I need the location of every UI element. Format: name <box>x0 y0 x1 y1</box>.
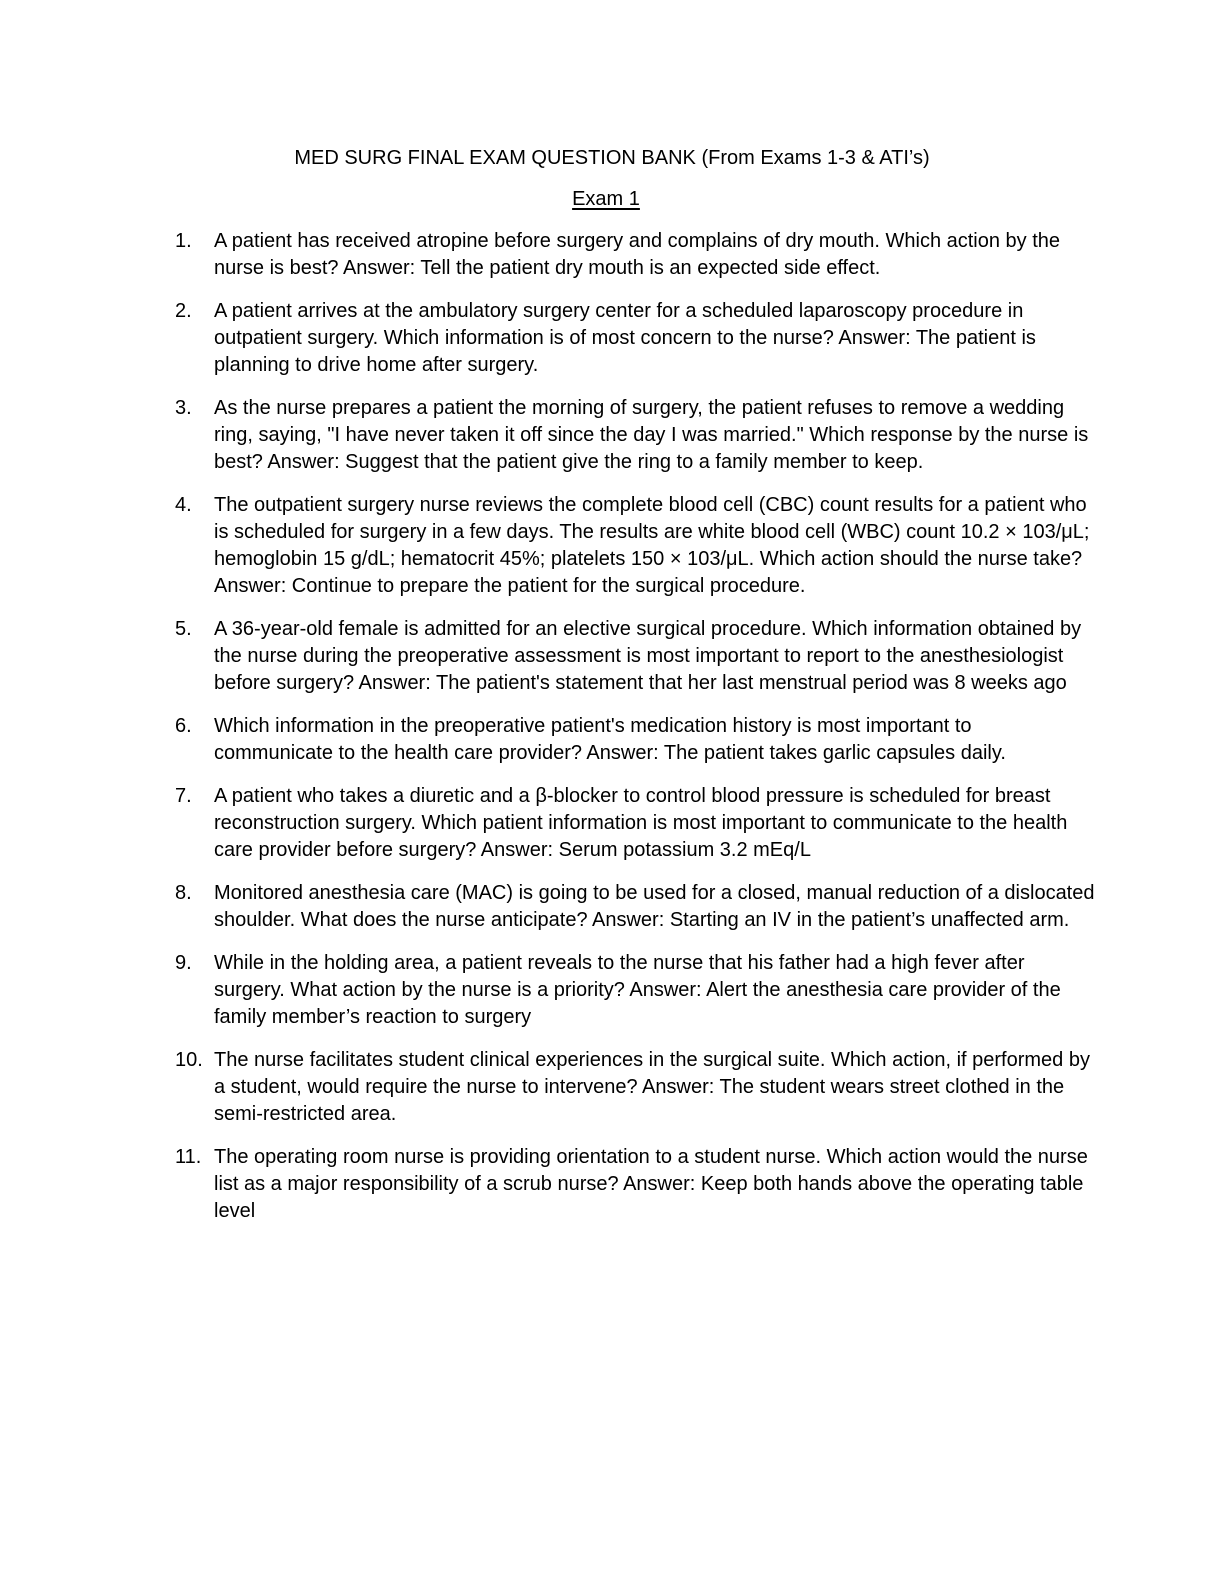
question-number: 4. <box>175 494 192 516</box>
question-text: A patient has received atropine before surgery and complains of dry mouth. Which action by the nurse is best? Answer: Tell the patient dry mouth is an expected side effect. <box>214 230 1061 279</box>
question-number: 1. <box>175 230 192 252</box>
question-item <box>175 880 1095 934</box>
question-number: 6. <box>175 715 192 737</box>
question-text: A patient who takes a diuretic and a β-blocker to control blood pressure is scheduled for breast reconstruction surgery. Which patient information is most important to communicate to the health care provider before surgery? Answer: Serum potassium 3.2 mEq/L <box>214 785 1068 861</box>
question-text: The outpatient surgery nurse reviews the complete blood cell (CBC) count results for a patient who is scheduled for surgery in a few days. The results are white blood cell (WBC) count 10.2 × 103/μL; hemoglobin 15 g/dL; hematocrit 45%; platelets 150 × 103/μL. Which action should the nurse take? Answer: Continue to prepare the patient for the surgical procedure. <box>214 494 1090 597</box>
question-item <box>175 1047 1095 1128</box>
question-text: While in the holding area, a patient reveals to the nurse that his father had a high fever after surgery. What action by the nurse is a priority? Answer: Alert the anesthesia care provider of the family member’s reaction to surgery <box>214 952 1061 1028</box>
question-item <box>175 492 1095 600</box>
question-number: 8. <box>175 882 192 904</box>
question-text: Monitored anesthesia care (MAC) is going to be used for a closed, manual reduction of a dislocated shoulder. What does the nurse anticipate? Answer: Starting an IV in the patient’s unaffected arm. <box>214 882 1095 931</box>
question-list <box>175 228 1095 1241</box>
question-number: 7. <box>175 785 192 807</box>
question-number: 3. <box>175 397 192 419</box>
question-text: The nurse facilitates student clinical experiences in the surgical suite. Which action, if performed by a student, would require the nurse to intervene? Answer: The student wears street clothed in the semi-restricted area. <box>214 1049 1090 1125</box>
question-number: 5. <box>175 618 192 640</box>
document-title: MED SURG FINAL EXAM QUESTION BANK (From Exams 1-3 & ATI’s) <box>294 147 930 169</box>
question-item <box>175 1144 1095 1225</box>
question-number: 2. <box>175 300 192 322</box>
question-item <box>175 783 1095 864</box>
question-number: 10. <box>175 1049 203 1071</box>
section-heading: Exam 1 <box>572 188 640 210</box>
question-item <box>175 950 1095 1031</box>
question-item <box>175 713 1095 767</box>
question-number: 11. <box>175 1146 202 1168</box>
question-item <box>175 616 1095 697</box>
question-item <box>175 298 1095 379</box>
question-text: As the nurse prepares a patient the morning of surgery, the patient refuses to remove a wedding ring, saying, "I have never taken it off since the day I was married." Which response by the nurse is best? Answer: Suggest that the patient give the ring to a family member to keep. <box>214 397 1089 473</box>
question-text: Which information in the preoperative patient's medication history is most important to communicate to the health care provider? Answer: The patient takes garlic capsules daily. <box>214 715 1006 764</box>
question-text: A patient arrives at the ambulatory surgery center for a scheduled laparoscopy procedure in outpatient surgery. Which information is of most concern to the nurse? Answer: The patient is planning to drive home after surgery. <box>214 300 1036 376</box>
question-item <box>175 228 1095 282</box>
question-item <box>175 395 1095 476</box>
question-text: A 36-year-old female is admitted for an elective surgical procedure. Which information obtained by the nurse during the preoperative assessment is most important to report to the anesthesiologist before surgery? Answer: The patient's statement that her last menstrual period was 8 weeks ago <box>214 618 1082 694</box>
question-text: The operating room nurse is providing orientation to a student nurse. Which action would the nurse list as a major responsibility of a scrub nurse? Answer: Keep both hands above the operating table level <box>214 1146 1088 1222</box>
question-number: 9. <box>175 952 192 974</box>
